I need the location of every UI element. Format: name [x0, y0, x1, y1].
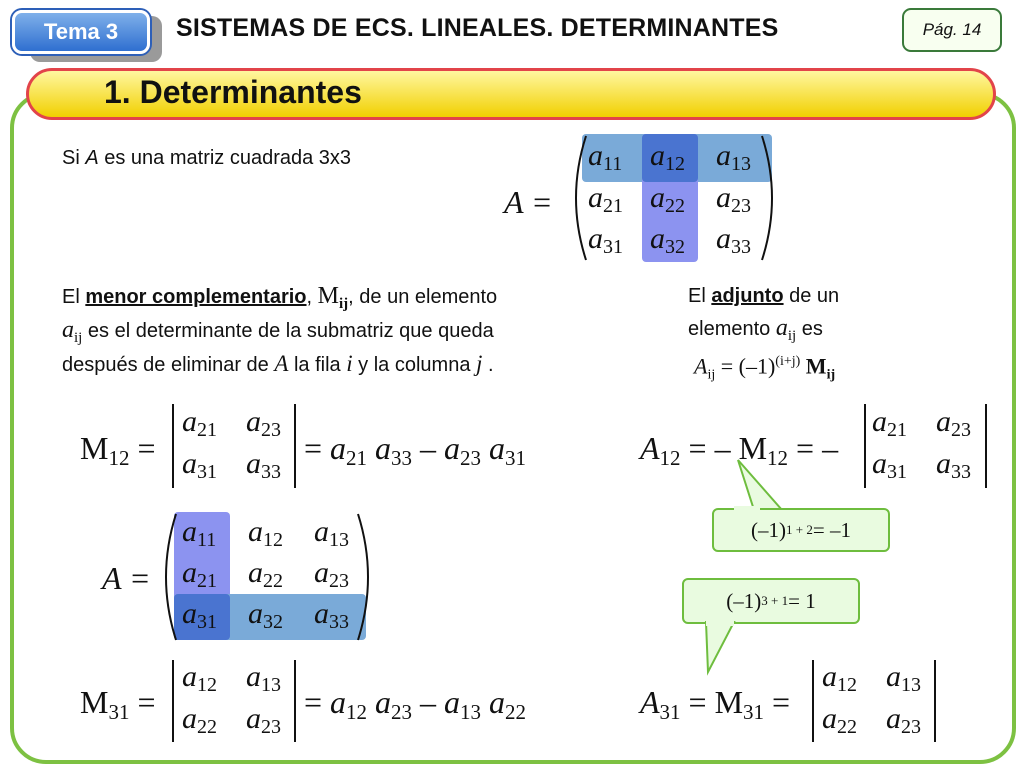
matrix-left-paren: [562, 132, 590, 264]
eq3-det-a13: $a_{13}$: [246, 660, 281, 696]
matrix2-cell-a12: $a_{12}$: [248, 515, 283, 551]
matrix2-cell-a11: $a_{11}$: [182, 515, 217, 551]
matrix2-left-paren: [152, 510, 180, 644]
eq3-det-a23: $a_{23}$: [246, 702, 281, 738]
eq1-lhs: $M_{12}$ =: [80, 430, 156, 470]
bubble1-tail-cover: [734, 506, 760, 512]
eq3-rhs: = $a_{12}$ $a_{23} - a_{13}$ $a_{22}$: [304, 684, 527, 724]
matrix-right-paren: [758, 132, 786, 264]
bubble1: (–1) 1 + 2 = –1: [712, 508, 890, 552]
matrix2-cell-a31: $a_{31}$: [182, 597, 217, 633]
matrix-cell-a13: $a_{13}$: [716, 139, 751, 175]
adjunct-formula: $A_{ij} = (-1)^{(i+j)}$ $M_{ij}$: [694, 353, 836, 383]
eq2-det-left-bar: [864, 404, 866, 488]
eq1-det-a31: $a_{31}$: [182, 447, 217, 483]
section-title: 1. Determinantes: [104, 74, 362, 110]
eq3-det-left-bar: [172, 660, 174, 742]
eq2-det-a33: $a_{33}$: [936, 447, 971, 483]
intro-text: Si A es una matriz cuadrada 3x3: [62, 147, 352, 169]
eq2-det-a23: $a_{23}$: [936, 405, 971, 441]
matrix-lhs: A =: [504, 184, 553, 220]
bubble2: (–1) 3 + 1 = 1: [682, 578, 860, 624]
eq3-det-a12: $a_{12}$: [182, 660, 217, 696]
eq2-det-a31: $a_{31}$: [872, 447, 907, 483]
eq2-lhs: $A_{12}$ = – $M_{12}$ = –: [640, 430, 839, 470]
minor-def-line3: después de eliminar de A la fila i y la columna j .: [62, 351, 494, 376]
matrix-cell-a32: $a_{32}$: [650, 222, 685, 258]
eq2-det-right-bar: [985, 404, 987, 488]
eq1-det-right-bar: [294, 404, 296, 488]
eq4-det-a23: $a_{23}$: [886, 702, 921, 738]
matrix2-lhs: A =: [102, 560, 151, 596]
matrix-cell-a23: $a_{23}$: [716, 181, 751, 217]
eq1-det-a33: $a_{33}$: [246, 447, 281, 483]
adjunct-def-line1: El adjunto de un: [688, 285, 840, 307]
matrix-cell-a21: $a_{21}$: [588, 181, 623, 217]
eq3-lhs: $M_{31}$ =: [80, 684, 156, 724]
page-number: Pág. 14: [902, 8, 1002, 52]
eq2-det-a21: $a_{21}$: [872, 405, 907, 441]
minor-def-line2: $a_{ij}$ es el determinante de la submatriz que queda: [62, 317, 494, 346]
eq4-det-a12: $a_{12}$: [822, 660, 857, 696]
minor-def-line1: El menor complementario, $M_{ij}$, de un elemento: [62, 283, 498, 312]
adjunct-def-line2: elemento $a_{ij}$ es: [688, 315, 823, 344]
header-title: SISTEMAS DE ECS. LINEALES. DETERMINANTES: [176, 14, 779, 42]
bubble2-tail-cover: [706, 620, 734, 626]
eq1-det-a23: $a_{23}$: [246, 405, 281, 441]
eq4-det-a13: $a_{13}$: [886, 660, 921, 696]
matrix2-right-paren: [354, 510, 382, 644]
eq3-det-right-bar: [294, 660, 296, 742]
eq4-det-right-bar: [934, 660, 936, 742]
matrix-cell-a12: $a_{12}$: [650, 139, 685, 175]
eq4-det-left-bar: [812, 660, 814, 742]
matrix2-cell-a13: $a_{13}$: [314, 515, 349, 551]
tema-badge: Tema 3: [12, 10, 150, 54]
matrix2-cell-a23: $a_{23}$: [314, 556, 349, 592]
eq4-lhs: $A_{31} = M_{31}$ =: [640, 684, 791, 724]
bubble2-tail: [700, 620, 750, 676]
eq1-rhs: = $a_{21}$ $a_{33} - a_{23}$ $a_{31}$: [304, 430, 527, 470]
eq3-det-a22: $a_{22}$: [182, 702, 217, 738]
matrix2-cell-a33: $a_{33}$: [314, 597, 349, 633]
matrix2-cell-a32: $a_{32}$: [248, 597, 283, 633]
matrix-cell-a22: $a_{22}$: [650, 181, 685, 217]
eq1-det-a21: $a_{21}$: [182, 405, 217, 441]
matrix2-cell-a22: $a_{22}$: [248, 556, 283, 592]
matrix-cell-a11: $a_{11}$: [588, 139, 623, 175]
eq4-det-a22: $a_{22}$: [822, 702, 857, 738]
eq1-det-left-bar: [172, 404, 174, 488]
matrix-cell-a33: $a_{33}$: [716, 222, 751, 258]
matrix2-cell-a21: $a_{21}$: [182, 556, 217, 592]
matrix-cell-a31: $a_{31}$: [588, 222, 623, 258]
